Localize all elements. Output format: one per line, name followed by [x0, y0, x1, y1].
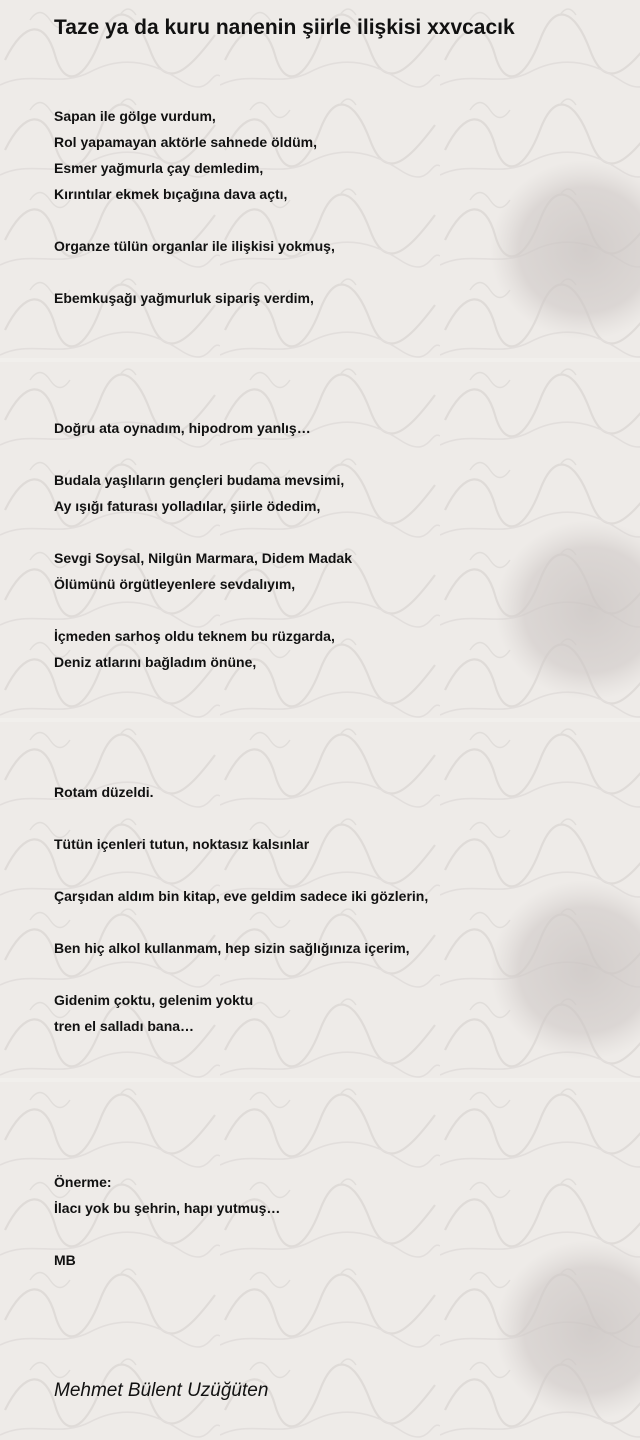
poem-line: Kırıntılar ekmek bıçağına dava açtı,: [54, 186, 288, 202]
poem-line: MB: [54, 1252, 76, 1268]
poem-line: Rol yapamayan aktörle sahnede öldüm,: [54, 134, 317, 150]
poem-line: Rotam düzeldi.: [54, 784, 154, 800]
poem-line: Tütün içenleri tutun, noktasız kalsınlar: [54, 836, 310, 852]
stanza-gap: [54, 311, 624, 337]
stanza-gap: [54, 1221, 624, 1247]
poem-line: İçmeden sarhoş oldu teknem bu rüzgarda,: [54, 628, 335, 644]
poem-line: Budala yaşlıların gençleri budama mevsimi,: [54, 472, 345, 488]
poem-line: Doğru ata oynadım, hipodrom yanlış…: [54, 420, 311, 436]
poem-line: Deniz atlarını bağladım önüne,: [54, 654, 257, 670]
poem-body: [54, 103, 624, 1273]
stanza-gap: [54, 363, 624, 389]
poem-line: Esmer yağmurla çay demledim,: [54, 160, 264, 176]
poem-author: Mehmet Bülent Uzüğüten: [54, 1380, 269, 1401]
poem-line: Gidenim çoktu, gelenim yoktu: [54, 992, 254, 1008]
stanza-gap: [54, 337, 624, 363]
stanza-gap: [54, 727, 624, 753]
poem-line: Ay ışığı faturası yolladılar, şiirle ödedim,: [54, 498, 321, 514]
poem-line: İlacı yok bu şehrin, hapı yutmuş…: [54, 1200, 281, 1216]
stanza-gap: [54, 597, 624, 623]
stanza-gap: [54, 1065, 624, 1091]
poem-line: Ben hiç alkol kullanmam, hep sizin sağlığınıza içerim,: [54, 940, 410, 956]
stanza-gap: [54, 1091, 624, 1117]
poem-line: Sevgi Soysal, Nilgün Marmara, Didem Madak: [54, 550, 352, 566]
poem-line: Sapan ile gölge vurdum,: [54, 108, 216, 124]
stanza-gap: [54, 1039, 624, 1065]
stanza-gap: [54, 519, 624, 545]
stanza-gap: [54, 805, 624, 831]
stanza-gap: [54, 259, 624, 285]
stanza-gap: [54, 753, 624, 779]
poem-line: tren el salladı bana…: [54, 1018, 195, 1034]
stanza-gap: [54, 909, 624, 935]
stanza-gap: [54, 701, 624, 727]
stanza-gap: [54, 857, 624, 883]
stanza-gap: [54, 675, 624, 701]
poem-line: Ebemkuşağı yağmurluk sipariş verdim,: [54, 290, 314, 306]
stanza-gap: [54, 207, 624, 233]
poem-line: Organze tülün organlar ile ilişkisi yokmuş,: [54, 238, 335, 254]
stanza-gap: [54, 961, 624, 987]
poem-line: Önerme:: [54, 1174, 112, 1190]
poem-title: Taze ya da kuru nanenin şiirle ilişkisi xxvcacık: [54, 16, 515, 39]
stanza-gap: [54, 1117, 624, 1143]
poem-line: Çarşıdan aldım bin kitap, eve geldim sadece iki gözlerin,: [54, 888, 429, 904]
poem-line: Ölümünü örgütleyenlere sevdalıyım,: [54, 576, 296, 592]
stanza-gap: [54, 1143, 624, 1169]
stanza-gap: [54, 441, 624, 467]
stanza-gap: [54, 389, 624, 415]
